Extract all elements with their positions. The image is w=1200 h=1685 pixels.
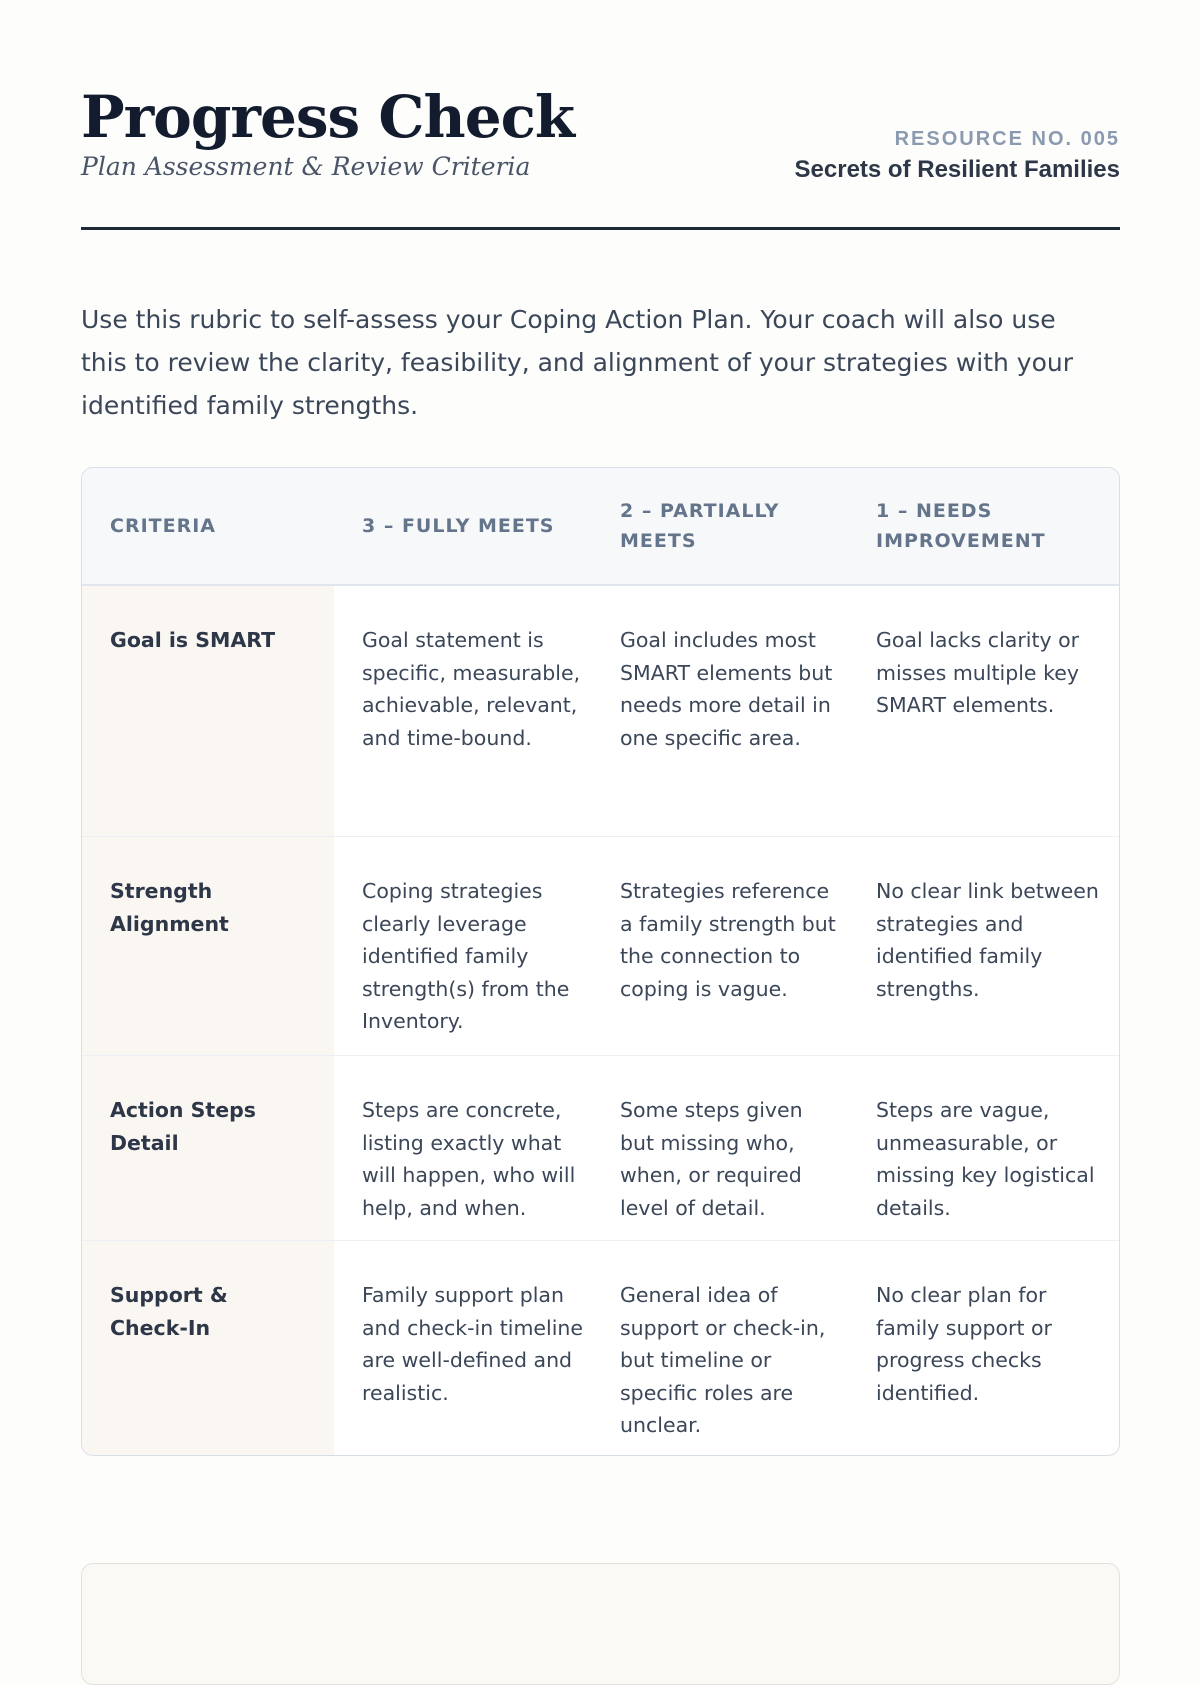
column-header-fully-meets: 3 – FULLY MEETS <box>362 515 555 537</box>
partially-meets-cell: Some steps given but missing who, when, or required level of detail. <box>620 1098 803 1220</box>
criteria-cell: Strength Alignment <box>110 879 229 936</box>
partially-meets-cell: Strategies reference a family strength but the connection to coping is vague. <box>620 879 836 1001</box>
needs-improvement-cell: Steps are vague, unmeasurable, or missing key logistical details. <box>876 1098 1095 1220</box>
fully-meets-cell: Family support plan and check-in timeline are well-defined and realistic. <box>362 1283 584 1405</box>
table-row <box>82 1241 1119 1455</box>
table-row <box>82 837 1119 1056</box>
document-header <box>81 82 1120 230</box>
fully-meets-cell: Coping strategies clearly leverage identified family strength(s) from the Inventory. <box>362 879 570 1033</box>
intro-paragraph: Use this rubric to self-assess your Coping Action Plan. Your coach will also use this to review the clarity, feasibility, and alignment of your strategies with your identified family strengths. <box>81 305 1074 420</box>
partially-meets-cell: General idea of support or check-in, but timeline or specific roles are unclear. <box>620 1283 826 1437</box>
resource-number: RESOURCE NO. 005 <box>894 128 1120 150</box>
criteria-cell: Goal is SMART <box>110 628 276 652</box>
partially-meets-cell: Goal includes most SMART elements but needs more detail in one specific area. <box>620 628 833 750</box>
page-subtitle: Plan Assessment & Review Criteria <box>81 152 531 181</box>
resource-name: Secrets of Resilient Families <box>794 156 1120 183</box>
column-header-criteria: CRITERIA <box>110 515 216 537</box>
needs-improvement-cell: Goal lacks clarity or misses multiple key SMART elements. <box>876 628 1080 717</box>
next-section-card <box>81 1563 1120 1685</box>
table-row <box>82 1056 1119 1241</box>
page-title: Progress Check <box>81 83 575 151</box>
rubric-table <box>81 467 1120 1456</box>
table-row <box>82 586 1119 837</box>
needs-improvement-cell: No clear link between strategies and identified family strengths. <box>876 879 1099 1001</box>
column-header-partially-meets: 2 – PARTIALLY MEETS <box>620 500 780 552</box>
column-header-needs-improvement: 1 – NEEDS IMPROVEMENT <box>876 500 1046 552</box>
needs-improvement-cell: No clear plan for family support or progress checks identified. <box>876 1283 1052 1405</box>
fully-meets-cell: Steps are concrete, listing exactly what will happen, who will help, and when. <box>362 1098 576 1220</box>
fully-meets-cell: Goal statement is specific, measurable, achievable, relevant, and time-bound. <box>362 628 581 750</box>
criteria-cell: Action Steps Detail <box>110 1098 257 1155</box>
criteria-cell: Support & Check-In <box>110 1283 228 1340</box>
rubric-header-row <box>82 468 1119 586</box>
